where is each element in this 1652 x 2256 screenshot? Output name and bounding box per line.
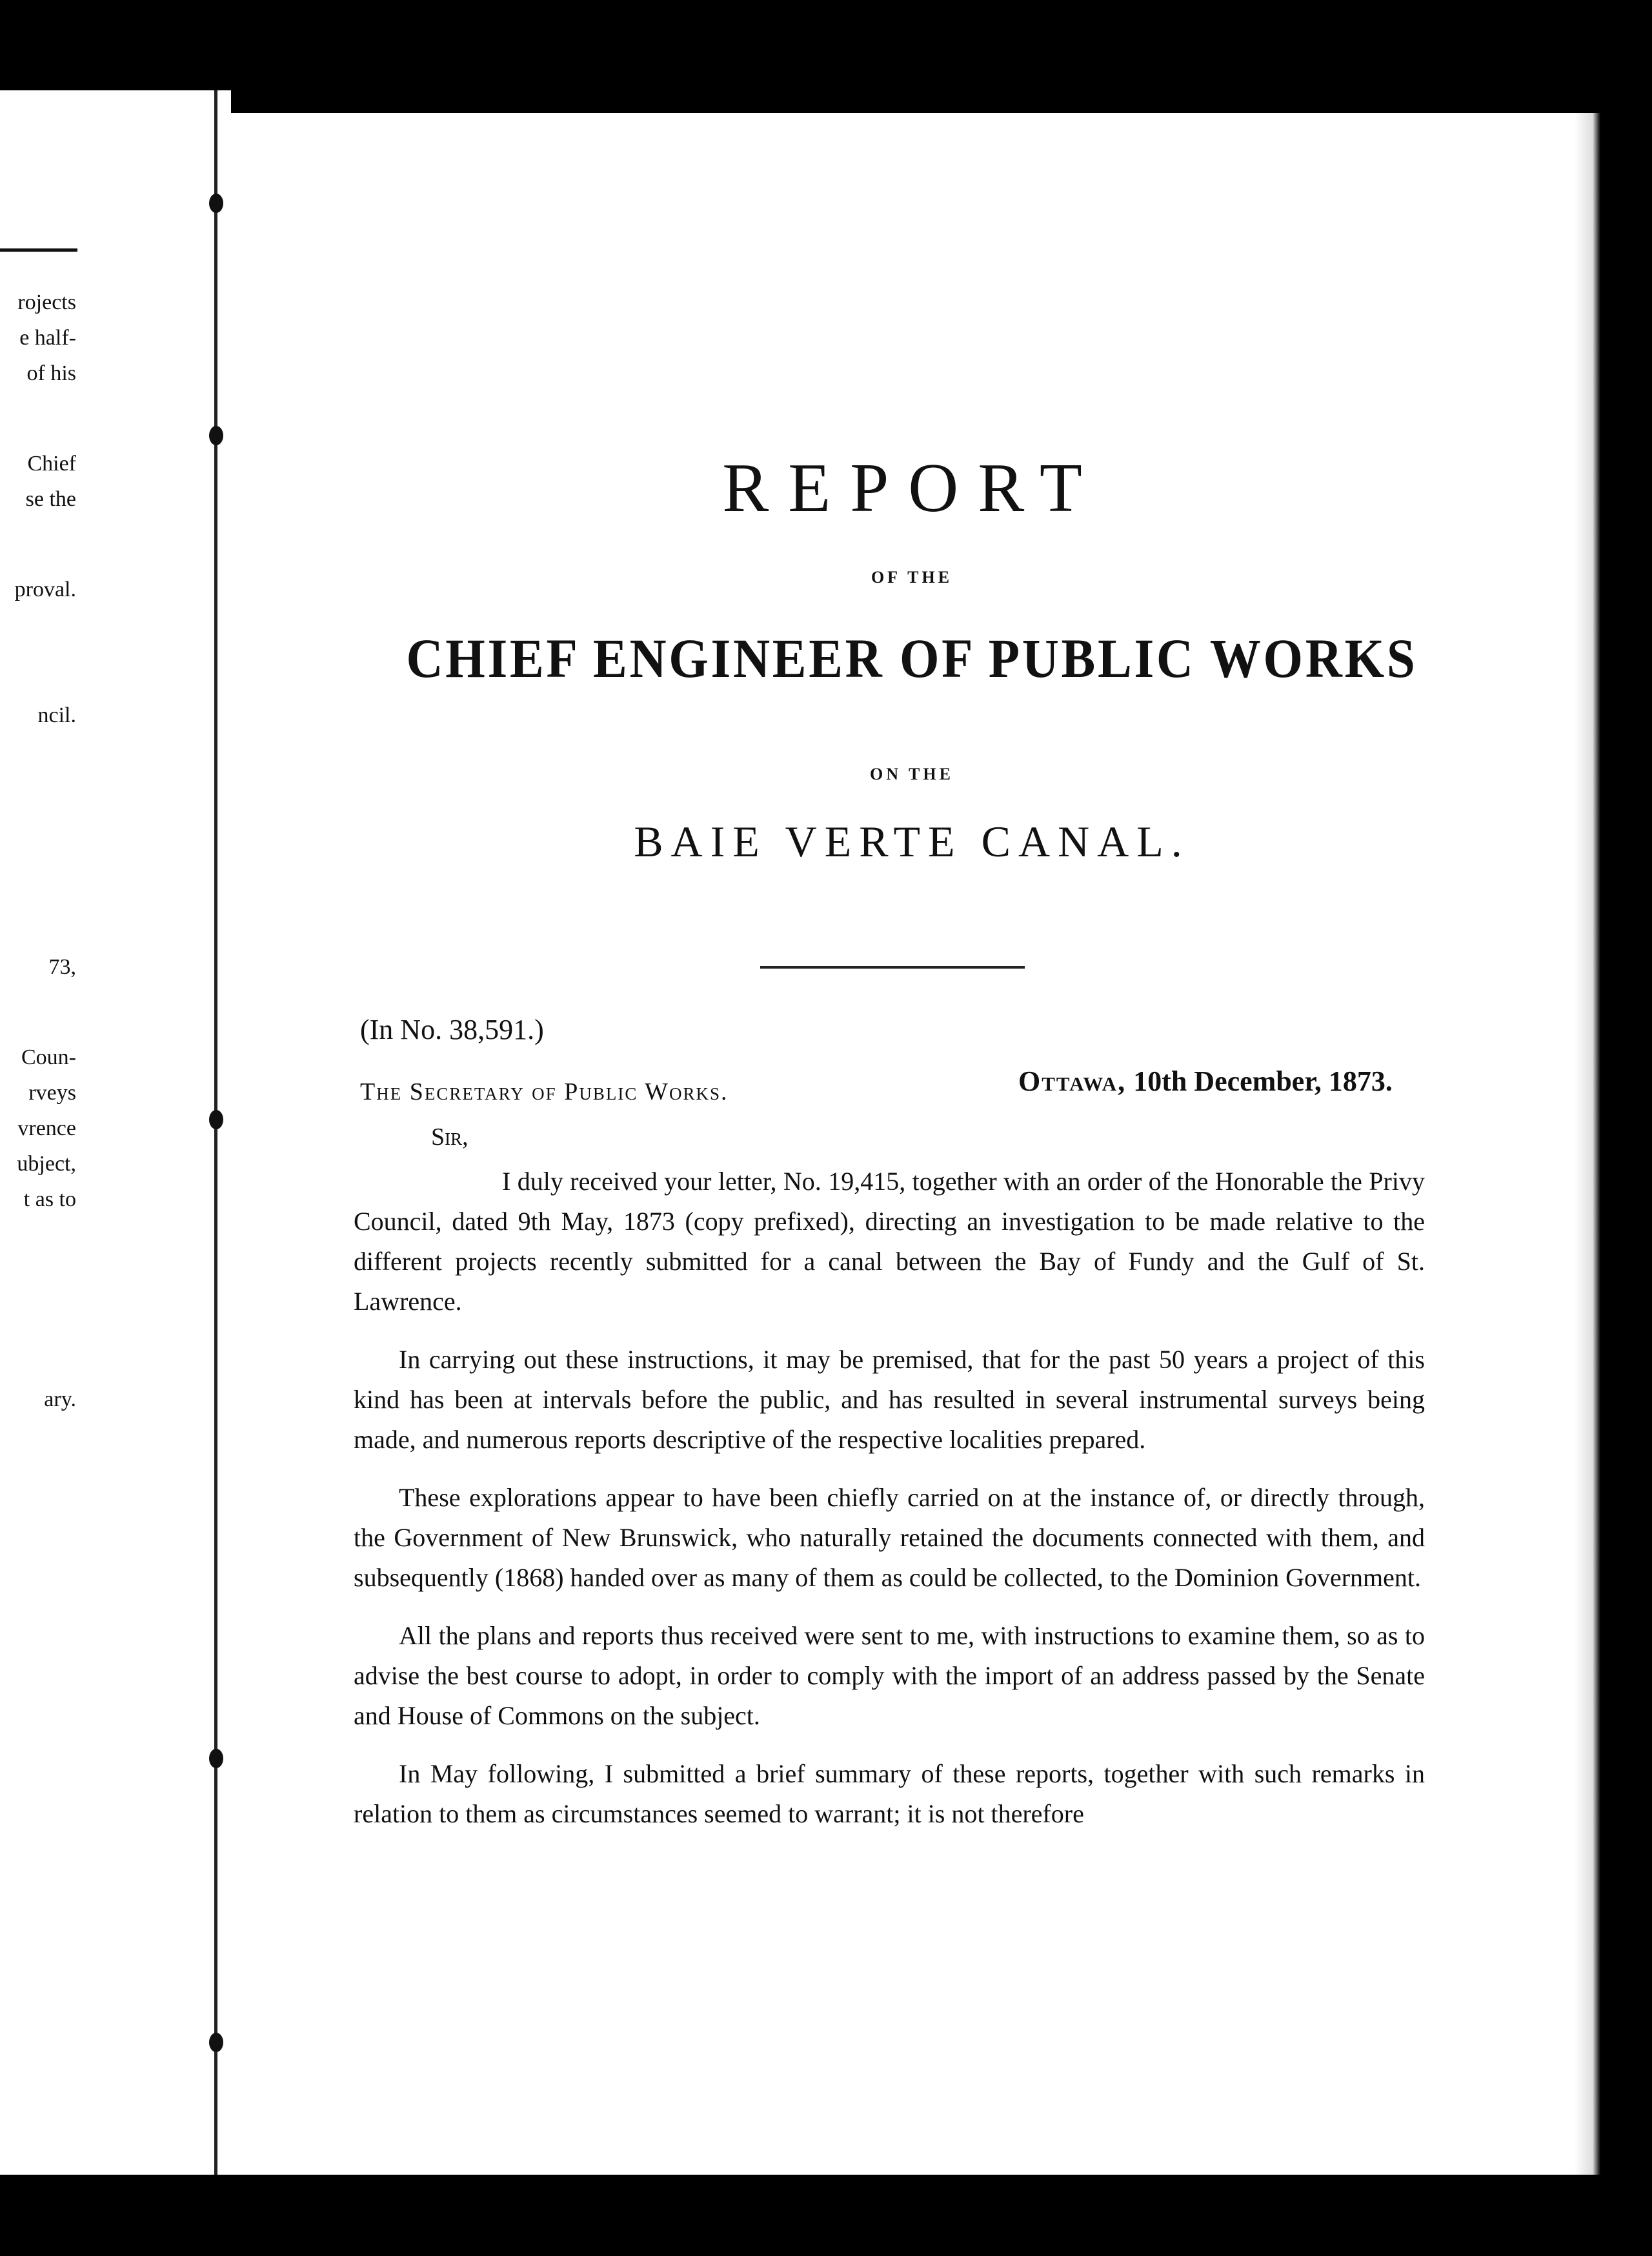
facing-page-line: 73, [48,955,76,979]
canal-heading: BAIE VERTE CANAL. [634,817,1190,866]
chief-engineer-heading: CHIEF ENGINEER OF PUBLIC WORKS [406,627,1418,689]
facing-page-line: ubject, [17,1152,76,1176]
report-title: REPORT [722,450,1102,527]
paragraph: I duly received your letter, No. 19,415, together with an order of the Honorable the Privy Council, dated 9th May, 1873 (copy prefixed), directing an investigation to be made relative to the different projects recently submitted for a canal between the Bay of Fundy and the Gulf of St. Lawrence. [354,1167,1425,1316]
facing-page-line: of his [26,361,76,385]
document-page [231,113,1593,2175]
dateline-date: 10th December, 1873. [1133,1065,1393,1097]
facing-page-line: vrence [17,1116,76,1140]
on-the-label: ON THE [870,765,954,783]
binding-gutter [205,90,231,2175]
facing-page-line: rojects [17,290,76,314]
facing-page-line: ncil. [37,703,76,727]
binding-thread [214,90,217,2175]
letter-body [354,1162,1425,1852]
binding-stitch [209,2033,223,2052]
paragraph: In carrying out these instructions, it may be premised, that for the past 50 years a project of this kind has been at intervals before the public, and has resulted in several instrumental surveys being made, and numerous reports descriptive of the respective localities prepared. [354,1345,1425,1454]
facing-page-line: se the [25,487,76,511]
facing-page-fragment [0,90,205,2175]
addressee: The Secretary of Public Works. [360,1078,729,1105]
facing-page-line: ary. [44,1387,76,1411]
binding-stitch [209,1749,223,1768]
facing-page-line: t as to [23,1187,76,1211]
facing-page-line: proval. [14,578,76,601]
facing-page-rule [0,248,77,252]
paragraph: All the plans and reports thus received were sent to me, with instructions to examine them, so as to advise the best course to adopt, in order to comply with the import of an address passed by the Senate and House of Commons on the subject. [354,1621,1425,1730]
paragraph: These explorations appear to have been chiefly carried on at the instance of, or directly through, the Government of New Brunswick, who naturally retained the documents connected with them, and subsequently (1868) handed over as many of them as could be collected, to the Dominion Government. [354,1483,1425,1592]
binding-stitch [209,194,223,213]
of-the-label: OF THE [871,568,953,587]
facing-page-line: Coun- [21,1045,76,1069]
binding-stitch [209,1110,223,1129]
page-edge-shadow [1575,113,1600,2175]
salutation: Sir, [431,1123,468,1151]
paragraph: In May following, I submitted a brief summary of these reports, together with such remarks in relation to them as circumstances seemed to warrant; it is not therefore [354,1759,1425,1828]
facing-page-line: e half- [19,326,76,350]
dateline-place: Ottawa, [1018,1065,1127,1097]
title-divider [760,966,1025,969]
reference-number: (In No. 38,591.) [360,1014,544,1045]
binding-stitch [209,426,223,445]
dateline [1018,1065,1393,1098]
facing-page-line: rveys [28,1081,76,1105]
facing-page-line: Chief [27,452,76,476]
